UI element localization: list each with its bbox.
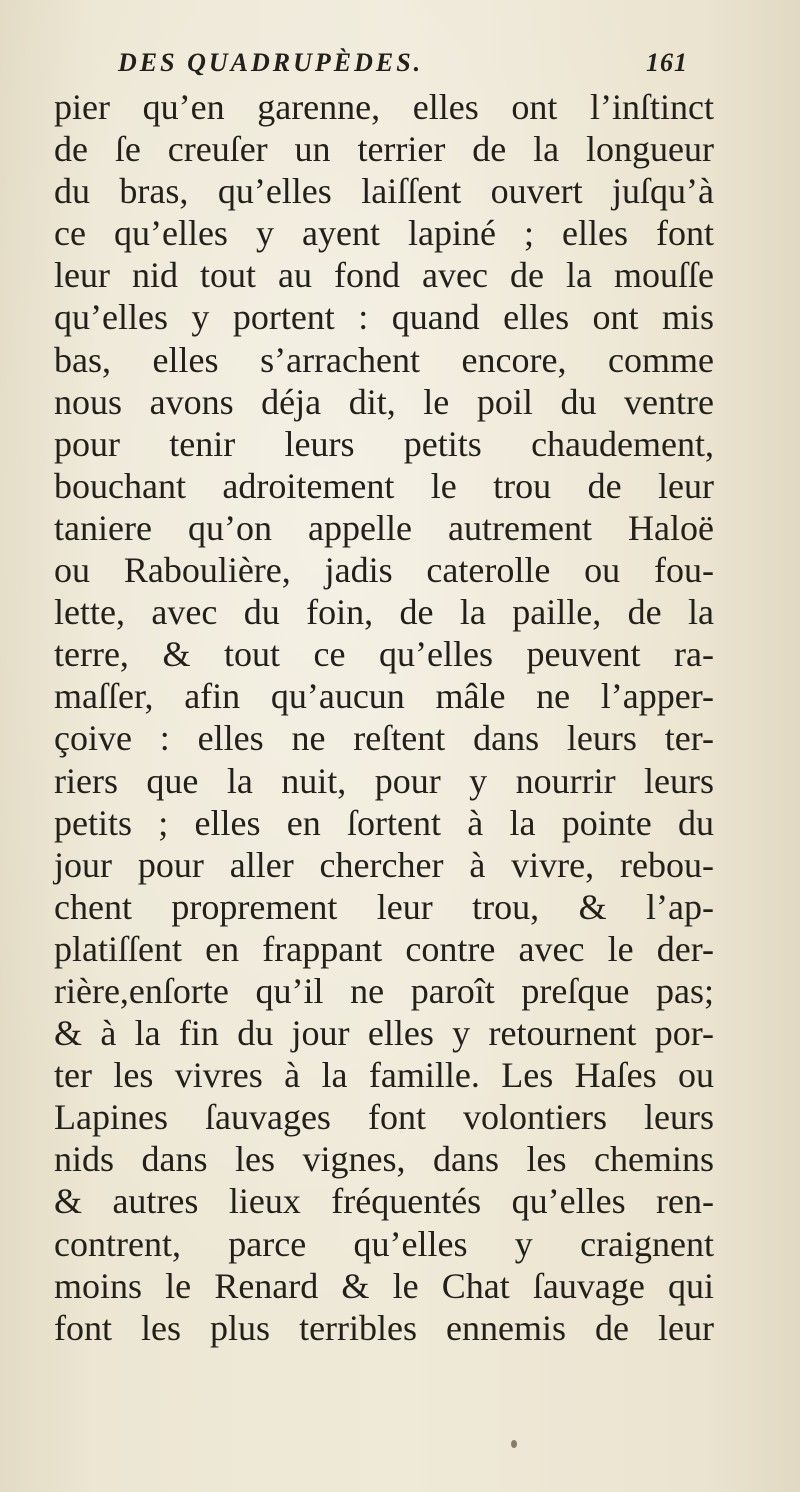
text-line: contrent, parce qu’elles y craignent [54,1223,714,1264]
page-number: 161 [646,48,688,77]
text-line: riers que la nuit, pour y nourrir leurs [54,760,714,801]
text-line: bas, elles s’arrachent encore, comme [54,339,714,380]
text-line: bouchant adroitement le trou de leur [54,465,714,506]
text-line: & à la fin du jour elles y retournent por- [54,1013,714,1054]
text-line: de ſe creuſer un terrier de la longueur [54,129,714,170]
text-line: & autres lieux fréquentés qu’elles ren- [54,1181,714,1222]
text-line: font les plus terribles ennemis de leur [54,1307,714,1348]
text-line: ter les vivres à la famille. Les Haſes ou [54,1055,714,1096]
text-line: petits ; elles en ſortent à la pointe du [54,802,714,843]
page-header [118,48,688,90]
running-title: DES QUADRUPÈDES. [118,48,424,77]
text-line: jour pour aller chercher à vivre, rebou- [54,844,714,885]
text-line: du bras, qu’elles laiſſent ouvert juſqu’à [54,171,714,212]
text-line: ce qu’elles y ayent lapiné ; elles font [54,213,714,254]
text-line: nous avons déja dit, le poil du ventre [54,381,714,422]
text-line: moins le Renard & le Chat ſauvage qui [54,1265,714,1306]
text-line: lette, avec du foin, de la paille, de la [54,592,714,633]
text-line: ou Raboulière, jadis caterolle ou fou- [54,550,714,591]
text-line: Lapines ſauvages font volontiers leurs [54,1097,714,1138]
text-line: maſſer, afin qu’aucun mâle ne l’apper- [54,676,714,717]
text-line: çoive : elles ne reſtent dans leurs ter- [54,718,714,759]
text-line: qu’elles y portent : quand elles ont mis [54,297,714,338]
body-text [54,86,714,1349]
text-line: nids dans les vignes, dans les chemins [54,1139,714,1180]
text-line: pier qu’en garenne, elles ont l’inſtinct [54,87,714,127]
text-line: platiſſent en frappant contre avec le der- [54,928,714,969]
text-line: pour tenir leurs petits chaudement, [54,423,714,464]
text-line: leur nid tout au fond avec de la mouſſe [54,255,714,296]
text-line: chent proprement leur trou, & l’ap- [54,886,714,927]
text-line: rière,enſorte qu’il ne paroît preſque pas; [54,970,714,1011]
text-line: terre, & tout ce qu’elles peuvent ra- [54,634,714,675]
ink-spot [511,1440,517,1448]
text-line: taniere qu’on appelle autrement Haloë [54,507,714,548]
